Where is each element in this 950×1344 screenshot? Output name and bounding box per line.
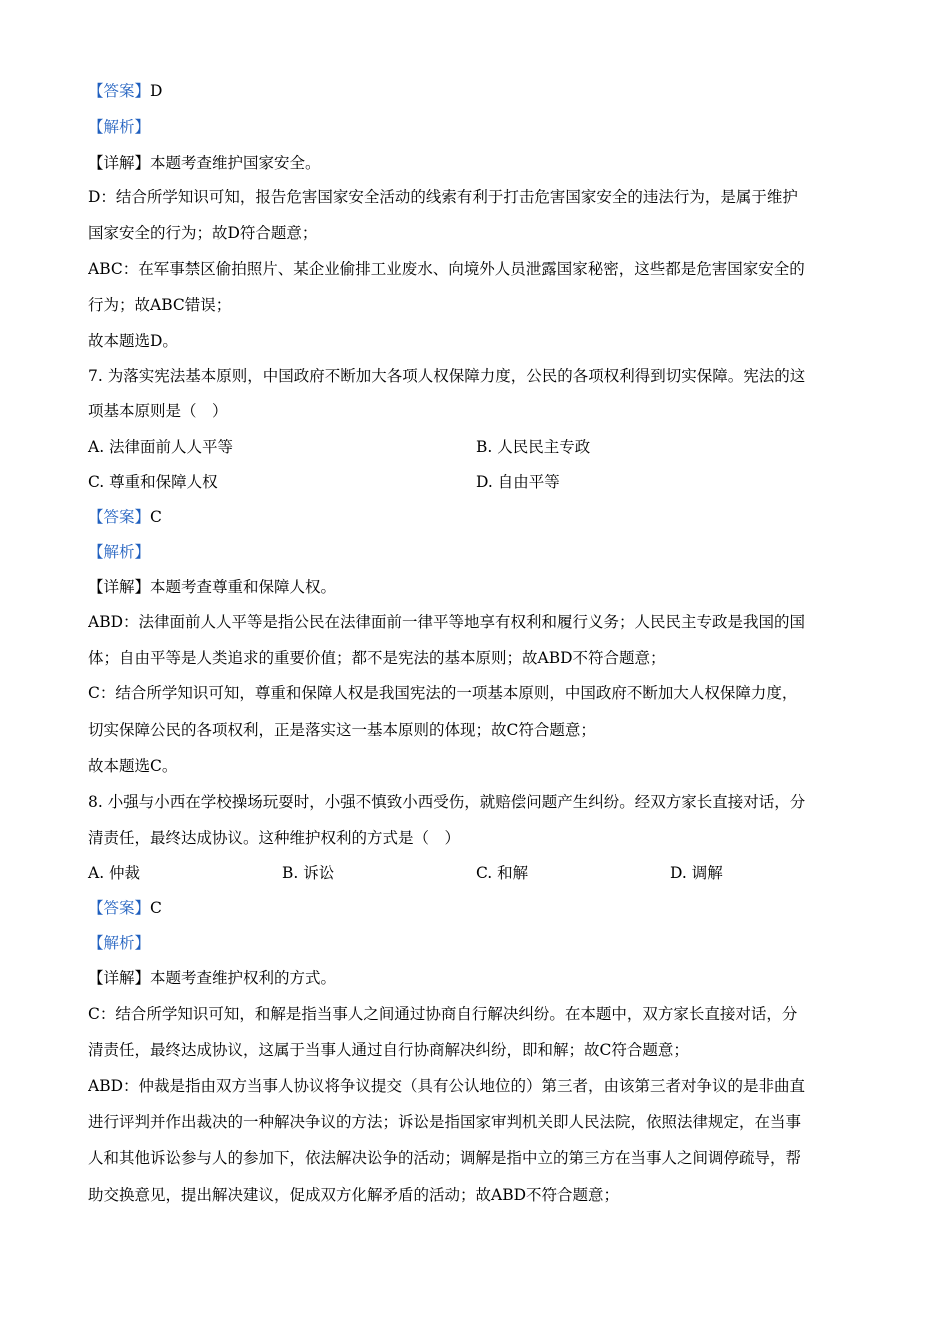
option-a: A. 仲裁 [88,864,141,882]
explanation-line: 助交换意见，提出解决建议，促成双方化解矛盾的活动；故ABD不符合题意； [88,1186,620,1204]
answer-line [88,897,868,919]
analysis-tag: 【解析】 [88,543,151,561]
option-c: C. 和解 [476,864,529,882]
explanation-line: C：结合所学知识可知，尊重和保障人权是我国宪法的一项基本原则，中国政府不断加大人权保障力度， [88,684,798,702]
explanation-line: 切实保障公民的各项权利，正是落实这一基本原则的体现；故C符合题意； [88,721,596,739]
option-d: D. 调解 [670,864,723,882]
analysis-heading [88,932,868,954]
answer-value: C [150,508,162,526]
question-stem: 8. 小强与小西在学校操场玩耍时，小强不慎致小西受伤，就赔偿问题产生纠纷。经双方家长直接对话，分 [88,793,806,811]
option-a: A. 法律面前人人平等 [88,438,234,456]
option-d: D. 自由平等 [476,473,560,491]
analysis-tag: 【解析】 [88,934,151,952]
explanation-line: ABD：法律面前人人平等是指公民在法律面前一律平等地享有权利和履行义务；人民民主专政是我国的国 [88,613,806,631]
conclusion-line: 故本题选C。 [88,757,178,775]
question-stem: 项基本原则是（ ） [88,402,228,420]
detail-intro: 本题考查维护国家安全。 [150,154,321,172]
explanation-line: ABD：仲裁是指由双方当事人协议将争议提交（具有公认地位的）第三者，由该第三者对争议的是非曲直 [88,1077,806,1095]
question-stem: 清责任，最终达成协议。这种维护权利的方式是（ ） [88,829,461,847]
answer-tag: 【答案】 [88,82,151,100]
explanation-line: 清责任，最终达成协议，这属于当事人通过自行协商解决纠纷，即和解；故C符合题意； [88,1041,689,1059]
explanation-line: 国家安全的行为；故D符合题意； [88,224,318,242]
explanation-line: 体；自由平等是人类追求的重要价值；都不是宪法的基本原则；故ABD不符合题意； [88,649,666,667]
detail-line [88,152,868,174]
option-c: C. 尊重和保障人权 [88,473,218,491]
detail-tag: 【详解】 [88,969,151,987]
conclusion-line: 故本题选D。 [88,332,178,350]
answer-value: C [150,899,162,917]
option-b: B. 人民民主专政 [476,438,591,456]
analysis-heading [88,116,868,138]
answer-line [88,506,868,528]
explanation-line: D：结合所学知识可知，报告危害国家安全活动的线索有利于打击危害国家安全的违法行为，是属于维护 [88,188,798,206]
explanation-line: ABC：在军事禁区偷拍照片、某企业偷排工业废水、向境外人员泄露国家秘密，这些都是危害国家安全的 [88,260,805,278]
explanation-line: C：结合所学知识可知，和解是指当事人之间通过协商自行解决纠纷。在本题中，双方家长直接对话，分 [88,1005,798,1023]
detail-intro: 本题考查维护权利的方式。 [150,969,337,987]
answer-value: D [150,82,163,100]
detail-line [88,576,868,598]
explanation-line: 人和其他诉讼参与人的参加下，依法解决讼争的活动；调解是指中立的第三方在当事人之间调停疏导，帮 [88,1149,802,1167]
analysis-tag: 【解析】 [88,118,151,136]
answer-tag: 【答案】 [88,508,151,526]
answer-line [88,80,868,102]
option-b: B. 诉讼 [282,864,335,882]
question-stem: 7. 为落实宪法基本原则，中国政府不断加大各项人权保障力度，公民的各项权利得到切实保障。宪法的这 [88,367,806,385]
explanation-line: 进行评判并作出裁决的一种解决争议的方法；诉讼是指国家审判机关即人民法院，依照法律规定，在当事 [88,1113,802,1131]
analysis-heading [88,541,868,563]
detail-line [88,967,868,989]
detail-intro: 本题考查尊重和保障人权。 [150,578,337,596]
detail-tag: 【详解】 [88,154,151,172]
answer-tag: 【答案】 [88,899,151,917]
detail-tag: 【详解】 [88,578,151,596]
explanation-line: 行为；故ABC错误； [88,296,232,314]
